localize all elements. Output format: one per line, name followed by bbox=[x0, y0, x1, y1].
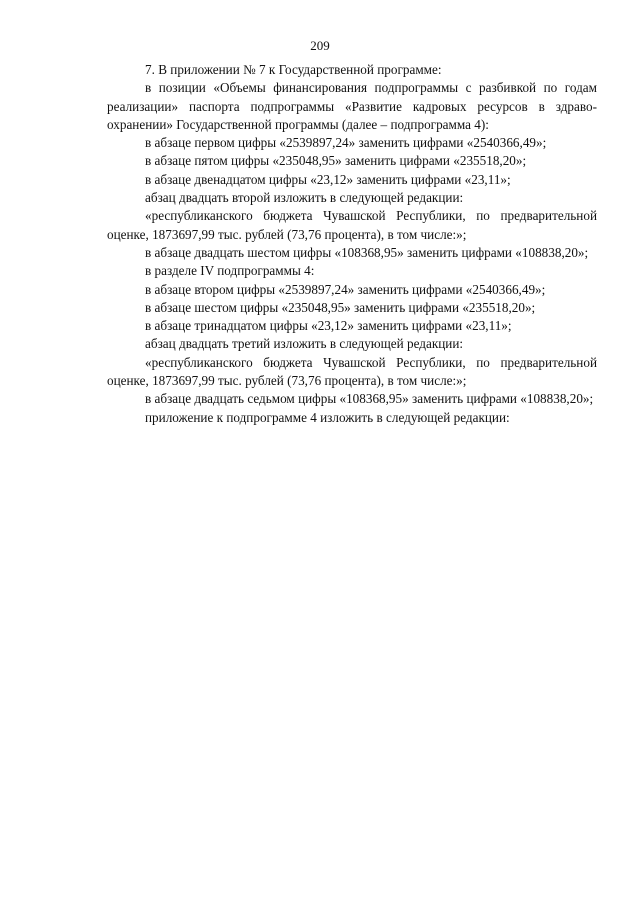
page-number: 209 bbox=[310, 38, 330, 53]
document-body bbox=[107, 61, 597, 427]
paragraph-amendment: в абзаце двенадцатом цифры «23,12» заменить цифрами «23,11»; bbox=[145, 171, 511, 187]
paragraph-quoted-text: «республиканского бюджета Чувашской Республики, по предварительной оценке, 1873697,99 тыс. рублей (73,76 процента), в том числе:»; bbox=[107, 208, 597, 242]
paragraph-amendment: в абзаце первом цифры «2539897,24» заменить цифрами «2540366,49»; bbox=[145, 135, 547, 151]
paragraph-amendment: абзац двадцать третий изложить в следующей редакции: bbox=[145, 336, 464, 352]
paragraph-financing-position: в позиции «Объемы финансирования подпрограммы с разбивкой по годам реализации» паспорта подпрограммы «Развитие кадровых ресурсов в здраво-охранении» Государственной программы (далее – подпрограмма 4): bbox=[107, 80, 597, 132]
paragraph-amendment: в абзаце двадцать шестом цифры «108368,95» заменить цифрами «108838,20»; bbox=[145, 244, 589, 260]
paragraph-amendment: в абзаце двадцать седьмом цифры «108368,95» заменить цифрами «108838,20»; bbox=[145, 391, 594, 407]
paragraph-amendment: в абзаце тринадцатом цифры «23,12» заменить цифрами «23,11»; bbox=[145, 318, 512, 334]
paragraph-appendix-note: приложение к подпрограмме 4 изложить в следующей редакции: bbox=[145, 409, 510, 425]
paragraph-section-heading: в разделе IV подпрограммы 4: bbox=[145, 263, 315, 279]
paragraph-amendment: в абзаце шестом цифры «235048,95» заменить цифрами «235518,20»; bbox=[145, 299, 536, 315]
paragraph-amendment: в абзаце пятом цифры «235048,95» заменить цифрами «235518,20»; bbox=[145, 153, 527, 169]
paragraph-item-heading: 7. В приложении № 7 к Государственной программе: bbox=[145, 62, 442, 77]
paragraph-quoted-text: «республиканского бюджета Чувашской Республики, по предварительной оценке, 1873697,99 тыс. рублей (73,76 процента), в том числе:»; bbox=[107, 354, 597, 389]
paragraph-amendment: в абзаце втором цифры «2539897,24» заменить цифрами «2540366,49»; bbox=[145, 281, 546, 297]
paragraph-amendment: абзац двадцать второй изложить в следующей редакции: bbox=[145, 190, 464, 206]
